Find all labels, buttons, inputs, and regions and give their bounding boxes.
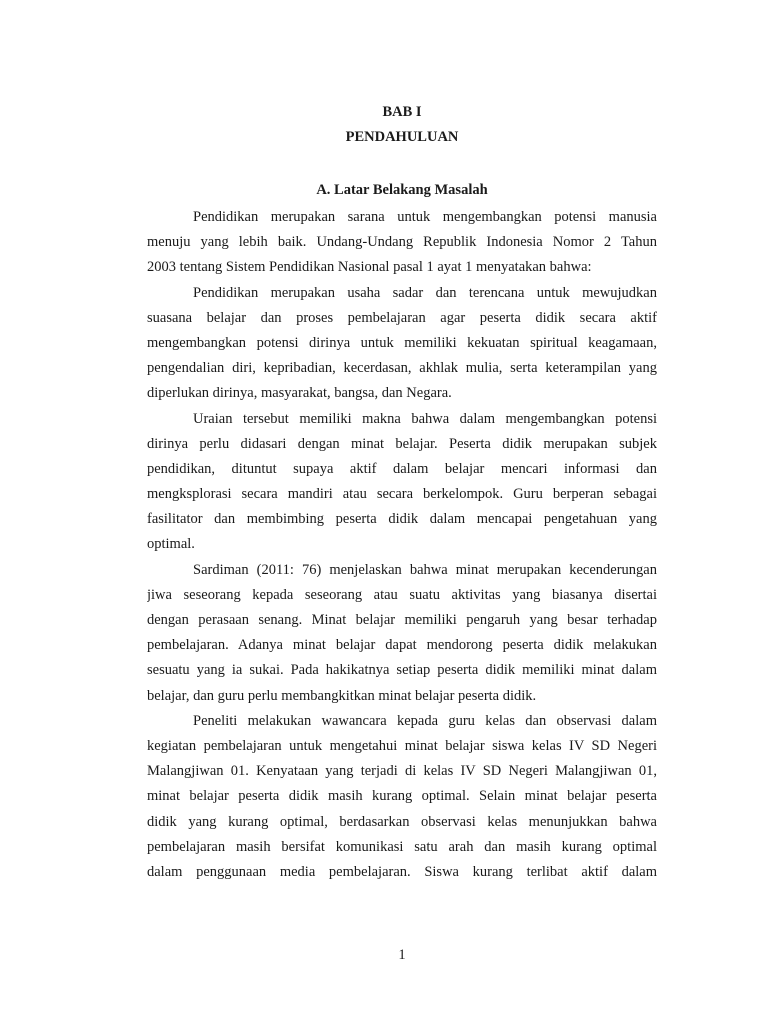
page-number: 1	[398, 947, 406, 963]
text-line: sesuatu yang ia sukai. Pada hakikatnya setiap peserta didik memiliki minat dalam	[147, 662, 657, 679]
text-line: suasana belajar dan proses pembelajaran agar peserta didik secara aktif	[147, 309, 657, 326]
text-line: pembelajaran masih bersifat komunikasi satu arah dan masih kurang optimal	[147, 838, 657, 855]
text-line: Sardiman (2011: 76) menjelaskan bahwa minat merupakan kecenderungan	[193, 561, 657, 578]
text-line: pengendalian diri, kepribadian, kecerdasan, akhlak mulia, serta keterampilan yang	[147, 360, 657, 377]
chapter-title: PENDAHULUAN	[345, 129, 459, 145]
text-line: pendidikan, dituntut supaya aktif dalam belajar mencari informasi dan	[147, 460, 657, 477]
text-line: didik yang kurang optimal, berdasarkan observasi kelas menunjukkan bahwa	[147, 813, 657, 830]
text-line: mengembangkan potensi dirinya untuk memiliki kekuatan spiritual keagamaan,	[147, 334, 657, 351]
text-line: Peneliti melakukan wawancara kepada guru kelas dan observasi dalam	[193, 712, 657, 729]
text-line: kegiatan pembelajaran untuk mengetahui minat belajar siswa kelas IV SD Negeri	[147, 737, 657, 754]
text-line: dengan perasaan senang. Minat belajar memiliki pengaruh yang besar terhadap	[147, 612, 657, 628]
body-text	[147, 205, 657, 885]
text-line: pembelajaran. Adanya minat belajar dapat mendorong peserta didik melakukan	[147, 637, 657, 654]
text-line: menuju yang lebih baik. Undang-Undang Republik Indonesia Nomor 2 Tahun	[147, 234, 657, 251]
text-line: Pendidikan merupakan sarana untuk mengembangkan potensi manusia	[193, 209, 657, 225]
text-line: Uraian tersebut memiliki makna bahwa dalam mengembangkan potensi	[193, 410, 657, 427]
text-line: dalam penggunaan media pembelajaran. Siswa kurang terlibat aktif dalam	[147, 863, 657, 880]
section-title: A. Latar Belakang Masalah	[316, 182, 488, 198]
text-line: optimal.	[147, 536, 195, 553]
text-line: minat belajar peserta didik masih kurang optimal. Selain minat belajar peserta	[147, 788, 657, 805]
chapter-number: BAB I	[382, 104, 422, 120]
text-line: Pendidikan merupakan usaha sadar dan terencana untuk mewujudkan	[193, 284, 657, 301]
text-line: mengksplorasi secara mandiri atau secara berkelompok. Guru berperan sebagai	[147, 486, 657, 503]
text-line: fasilitator dan membimbing peserta didik dalam mencapai pengetahuan yang	[147, 511, 657, 528]
text-line: Malangjiwan 01. Kenyataan yang terjadi di kelas IV SD Negeri Malangjiwan 01,	[147, 763, 657, 780]
text-line: dirinya perlu didasari dengan minat belajar. Peserta didik merupakan subjek	[147, 435, 657, 452]
text-line: diperlukan dirinya, masyarakat, bangsa, dan Negara.	[147, 385, 452, 402]
text-line: 2003 tentang Sistem Pendidikan Nasional pasal 1 ayat 1 menyatakan bahwa:	[147, 259, 592, 276]
text-line: belajar, dan guru perlu membangkitkan minat belajar peserta didik.	[147, 687, 537, 704]
text-line: jiwa seseorang kepada seseorang atau suatu aktivitas yang biasanya disertai	[147, 586, 657, 603]
